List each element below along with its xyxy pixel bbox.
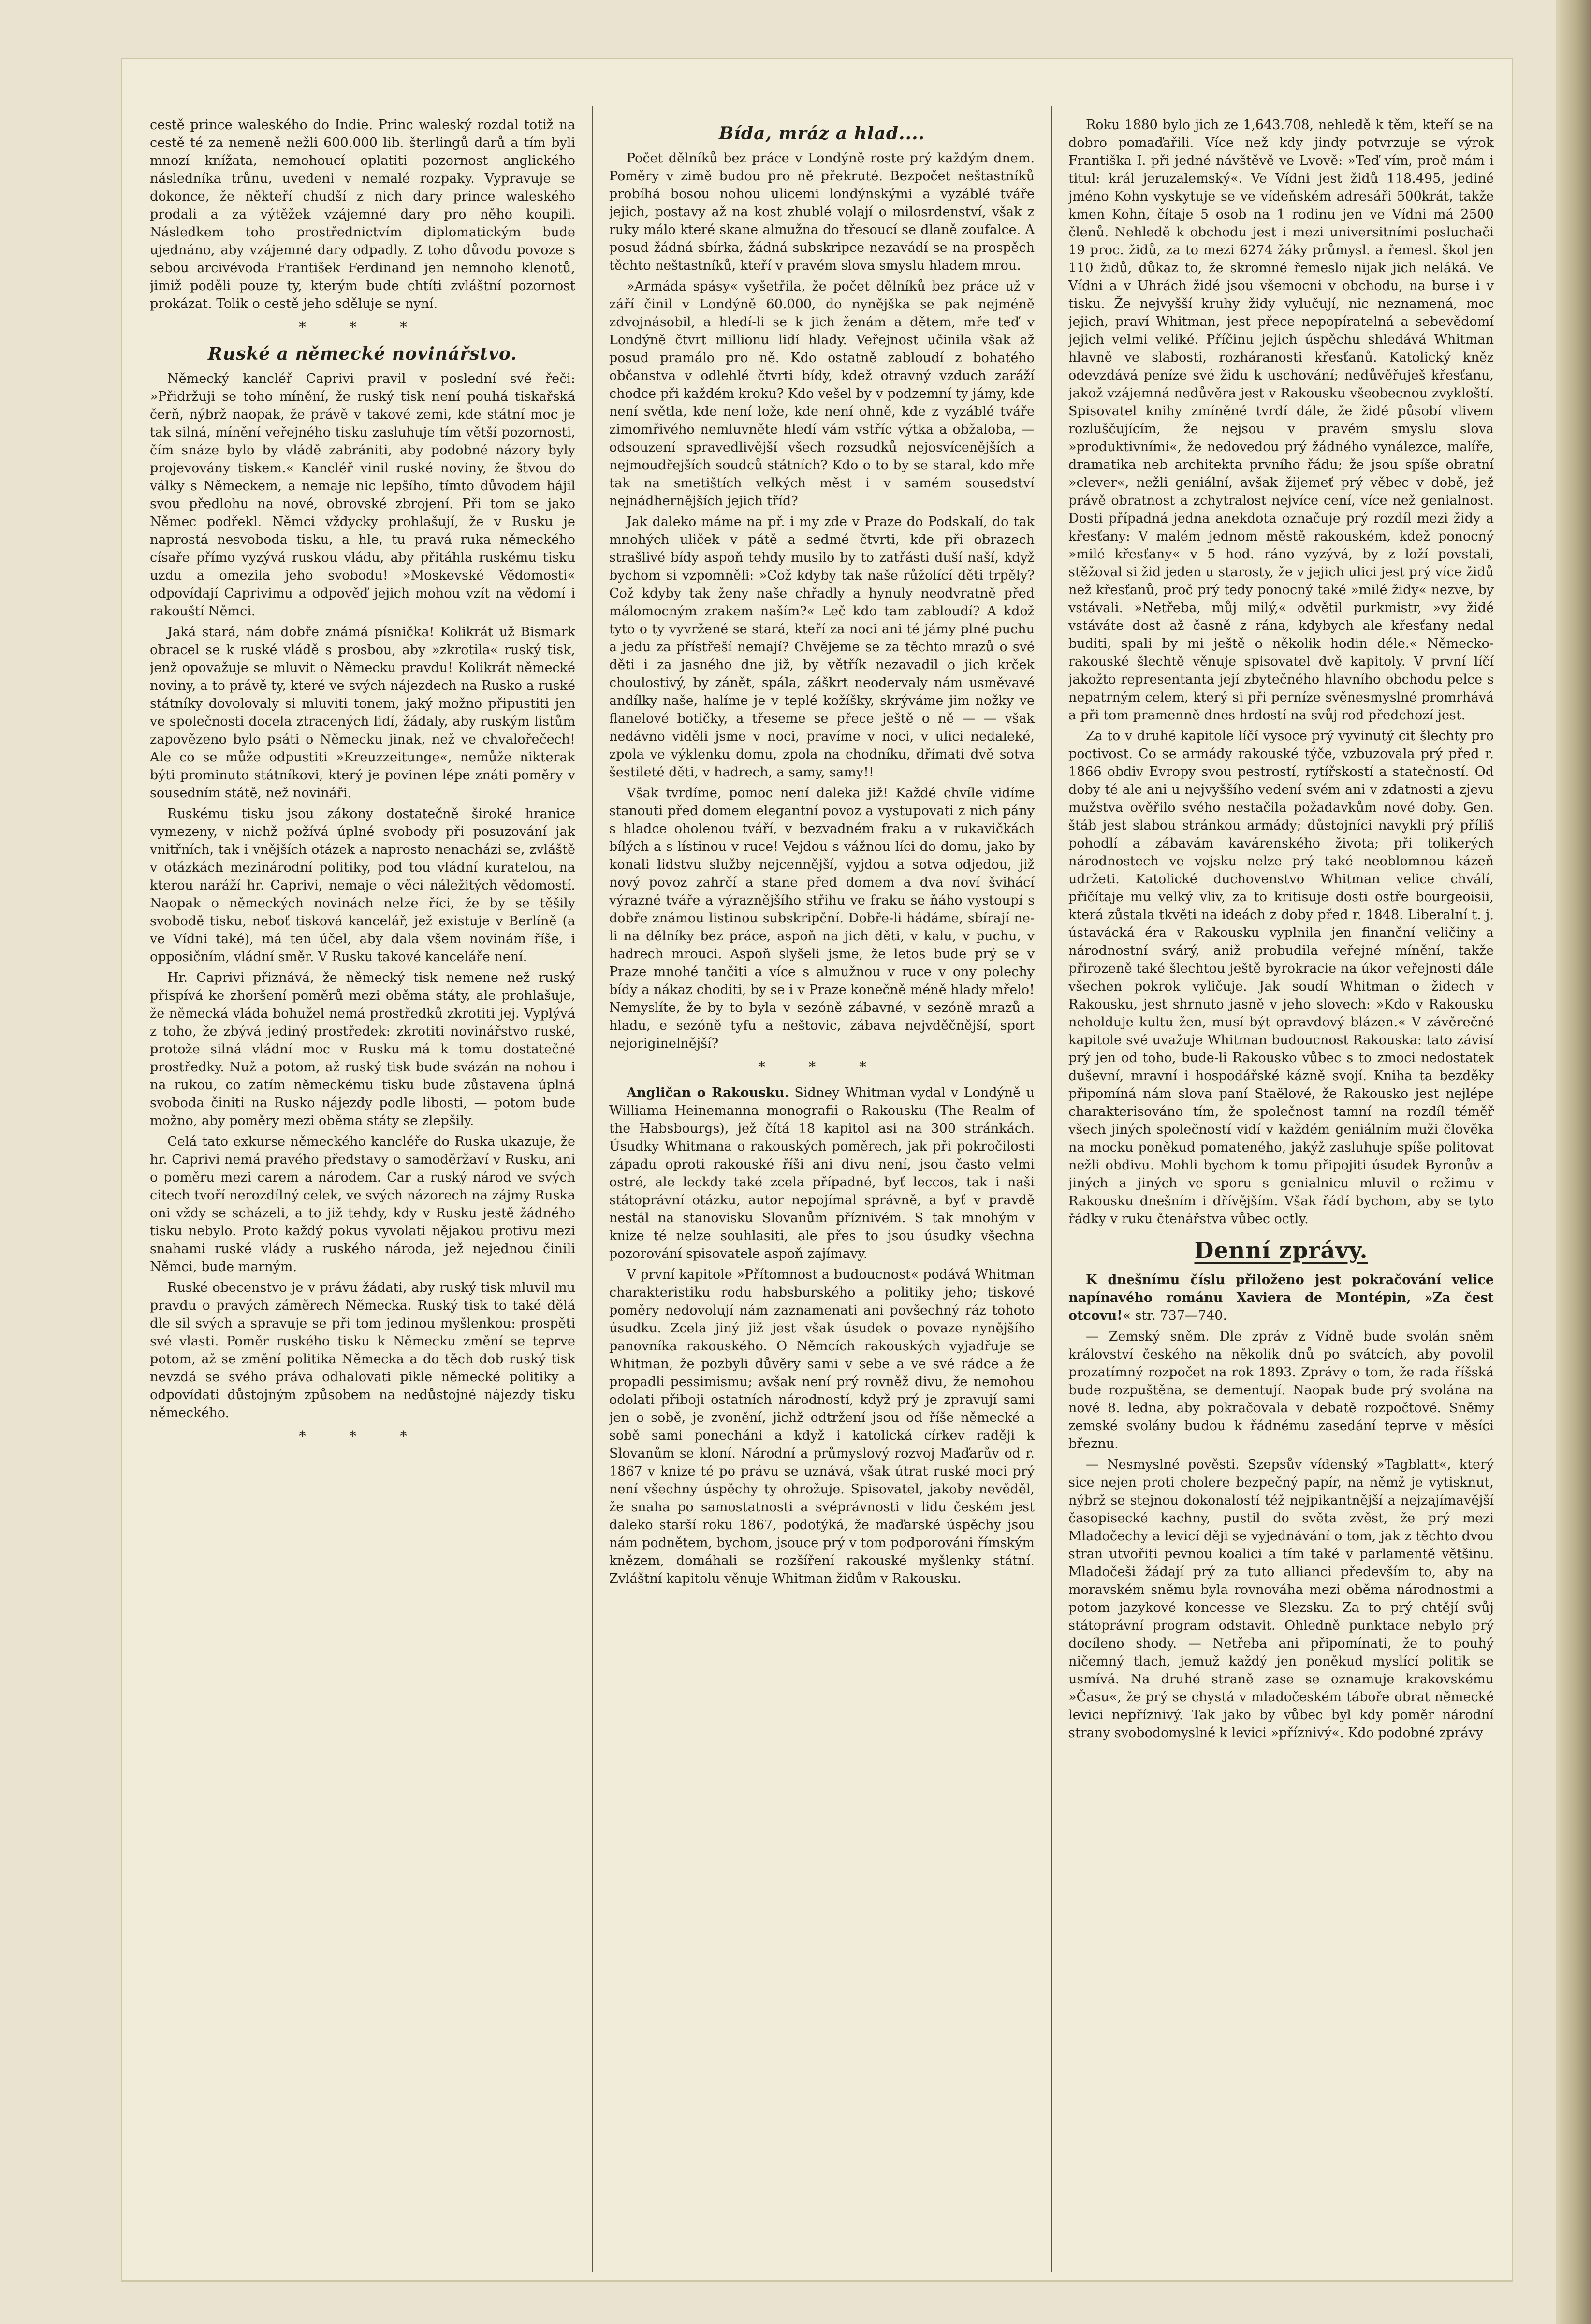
section-separator: * * *: [758, 1059, 886, 1076]
column-divider: [1051, 106, 1052, 2272]
notice-lead: K dnešnímu číslu přiloženo jest pokračování velice napínavého románu Xaviera de Montépin, »Za čest otcovu!«: [1068, 1272, 1494, 1323]
paragraph-text: Sidney Whitman vydal v Londýně u Williama Heinemanna monografii o Rakousku (The Realm of the Habsbourgs), jež čítá 18 kapitol asi na 300 stránkách. Úsudky Whitmana o rakouských poměrech, jak při pokročilosti západu oproti rakouské říši ani divu není, jsou často velmi ostré, ale leckdy také zcela případné, byť leccos, tak i naši státoprávní otázku, autor nepojímal správně, a byť v pravdě nestál na stanovisku Slovanům příznivém. S tak mnohým v knize té nelze souhlasiti, ale přes to jsou úsudky všechna pozorování spisovatele aspoň zajímavy.: [609, 1085, 1035, 1261]
section-separator: * * *: [298, 1428, 427, 1445]
paragraph: Hr. Caprivi přiznává, že německý tisk nemene než ruský přispívá ke zhoršení poměrů mezi oběma státy, ale prohlašuje, že německá vláda bohužel nemá prostředků zkrotiti jej. Vyplývá z toho, že zbývá jediný prostředek: zkrotiti novinářstvo ruské, protože silná vládní moc v Rusku má k tomu dostatečné prostředky. Nuž a potom, až ruský tisk bude svázán na nohou i na rukou, co zatím německému tisku bude zůstavena úplná svoboda činiti na Rusko nájezdy podle libosti, — potom bude možno, aby poměry mezi oběma státy se zlepšily.: [150, 970, 575, 1128]
paragraph: Jak daleko máme na př. i my zde v Praze do Podskalí, do tak mnohých uliček v pátě a sedmé čtvrti, kde při obrazech strašlivé bídy aspoň tehdy musilo by to zatřásti duší naší, když bychom si vzpomněli: »Což kdyby tak naše růžolící děti trpěly? Což kdyby tak ženy naše chřadly a hynuly neodvratně před málomocným zrakem naším?« Leč kdo tam zabloudí? A kdož tyto o ty vyvržené se stará, kteří za noci ani té jámy plné puchu a jedu za přístřeší nemají? Chvějeme se za těchto mrazů o své děti i za jasného dne již, by větřík nezavadil o jich krček choulostivý, by zánět, spála, záškrt neodervaly nám usměvavé andílky naše, halíme je v teplé kožíšky, skrýváme jim nožky ve flanelové botičky, a třeseme se přece ještě o ně — — však nedávno viděli jsme v noci, pravíme v noci, v ulici nedaleké, zpola ve výklenku domu, zpola na chodníku, dřímati dvě sotva šestileté děti, v hadrech, a samy, samy!!: [609, 514, 1035, 780]
paragraph: Počet dělníků bez práce v Londýně roste prý každým dnem. Poměry v zimě budou pro ně překruté. Bezpočet neštastníků probíhá bosou nohou ulicemi londýnskými a vyzáblé tváře jejich, postavy až na kost zhublé volají o milosrdenství, však z ruky málo které skane almužna do třesoucí se dlaně zoufalce. A posud žádná sbírka, žádná subskripce nezavádí se na prospěch těchto neštastníků, kteří v pravém slova smyslu hladem mrou.: [609, 151, 1035, 273]
notice-pages: str. 737—740.: [1135, 1308, 1227, 1323]
paragraph: Ruskému tisku jsou zákony dostatečně široké hranice vymezeny, v nichž požívá úplné svobody při posuzování jak vnitřních, tak i vnějších otázek a naprosto nenacházi se, zvláště v otázkách mezinárodní politiky, pod tou vládní kuratelou, na kterou naráží hr. Caprivi, nemaje o věci náležitých vědomostí. Naopak o německých novinách nelze říci, že by se těšily svobodě tisku, neboť tisková kancelář, jež existuje v Berlíně (a ve Vídni také), má ten účel, aby dala všem novinám říše, i opposičním, vládní směr. V Rusku takové kanceláře není.: [150, 806, 575, 965]
paragraph: Jaká stará, nám dobře známá písnička! Kolikrát už Bismark obracel se k ruské vládě s prosbou, aby »zkrotila« ruský tisk, jenž opovažuje se mluvit o Německu pravdu! Kolikrát německé noviny, a to právě ty, které ve svých nájezdech na Rusko a ruské státníky dovolovaly si mluviti tonem, jaký možno připustiti jen ve společnosti docela ztracených lidí, žádaly, aby ruským listům zapovězeno bylo psáti o Německu jinak, než ve chvalořečech! Ale co se může odpustiti »Kreuzzeitunge«, nemůže nikterak býti prominuto státníkovi, který je povinen lépe znáti poměry v sousedním státě, než novináři.: [150, 625, 575, 801]
paragraph: »Armáda spásy« vyšetřila, že počet dělníků bez práce už v září činil v Londýně 60.000, do nynějška se pak nejméně zdvojnásobil, a hledí-li se k jich ženám a dětem, mře teď v Londýně čtvrt millionu lidí hlady. Veřejnost učinila však až posud pramálo pro ně. Kdo ostatně zabloudí z bohatého občanstva v odlehlé čtvrti bídy, kdež otravný vzduch zaráží chodce při každém kroku? Kdo vešel by v podzemní ty jámy, kde není světla, kde není lože, kde není ohně, kde z vyzáblé tváře zimomřivého nemluvněte hledí vám vstříc výtka a obžaloba, — odsouzení spravedlivější všech rozsudků nejosvícenějších a nejmoudřejších soudců státních? Kdo o to by se staral, kdo mře tak na smetištích velkých měst i v samém sousedství nejnádhernějších jejich tříd?: [609, 279, 1035, 509]
paragraph: V první kapitole »Přítomnost a budoucnost« podává Whitman charakteristiku rodu habsburského a politiky jeho; tiskové poměry nedovolují nám zaznamenati ani povšechný ráz tohoto úsudku. Zcela jiný již jest však úsudek o povaze nynějšího panovníka rakouského. O Němcích rakouských vyjadřuje se Whitman, že pozbyli důvěry sami v sebe a ve své rádce a že propadli pessimismu; avšak není prý rovněž divu, že nemohou odolati přiboji ostatních národností, když prý je zpravují sami jen o sobě, je zvonění, jichž odtržení jsou od říše německé a sobě sami ponecháni a když i katolická církev raději k Slovanům se kloní. Národní a průmyslový rozvoj Maďarův od r. 1867 v knize té po právu se uznává, však útrat ruské moci prý není všechny úspěchy ty ohrožuje. Spisovatel, jakoby nevěděl, že snaha po samostatnosti a svéprávnosti v lidu českém jest daleko starší roku 1867, podotýká, že maďarské úspěchy jsou nám podnětem, bychom, jsouce prý v tom podporováni římským knězem, domáhali se rozšíření rakouské myšlenky státní. Zvláštní kapitolu věnuje Whitman židům v Rakousku.: [609, 1267, 1035, 1586]
column-3: [1068, 116, 1494, 2263]
column-divider: [592, 106, 593, 2272]
article-heading: Ruské a německé novinářstvo.: [208, 344, 517, 364]
page-edge: [1556, 0, 1591, 2324]
paragraph: — Nesmyslné pověsti. Szepsův vídenský »Tagblatt«, který sice nejen proti cholere bezpečný papír, na němž je vytisknut, nýbrž se stejnou dokonalostí též nejpikantnější a nejzajímavější časopisecké kachny, pustil do světa zvěst, že prý mezi Mladočechy a levicí ději se vyjednávání o tom, jak z těchto dvou stran utvořiti pevnou koalici a tím také v parlamentě většinu. Mladočeši žádají prý za tuto allianci především to, aby na moravském sněmu byla rovnováha mezi oběma národnostmi a potom jazykové koncesse ve Slezsku. Za to prý chtějí svůj státoprávní program odstavit. Ohledně punktace nebylo prý docíleno shody. — Netřeba ani připomínati, že to pouhý ničemný tlach, jemuž každý jen poněkud myslící politik se usmívá. Na druhé straně zase se oznamuje krakovskému »Času«, že prý se chystá v mladočeském táboře obrat německé levici nepříznivý. Tak jako by vůbec byl kdy poměr národní strany svobodomyslné k levici »příznivý«. Kdo podobné zprávy: [1068, 1457, 1494, 1740]
section-separator: * * *: [298, 319, 427, 336]
article-lead: Angličan o Rakousku.: [627, 1085, 789, 1100]
paragraph: cestě prince waleského do Indie. Princ waleský rozdal totiž na cestě té za nemeně nežli 600.000 lib. šterlingů darů a tím byli mnozí knížata, nemohoucí oplatiti pozornost anglického následníka trůnu, uvedeni v nemalé rozpaky. Vypravuje se dokonce, že někteří chudší z nich dary prince waleského prodali a za výtěžek vzájemné dary pro něho koupili. Následkem toho prostřednictvím diplomatickým bude ujednáno, aby vzájemné dary odpadly. Z toho důvodu povoze s sebou arcivévoda František Ferdinand jen nemnoho klenotů, jimiž poděli pouze ty, kterým bude chtíti zvláštní pozornost prokázat. Tolik o cestě jeho sděluje se nyní.: [150, 117, 575, 311]
paragraph: [609, 1084, 1035, 1263]
column-2: [609, 116, 1035, 2263]
section-heading: Denní zprávy.: [1194, 1237, 1368, 1263]
paragraph: Však tvrdíme, pomoc není daleka již! Každé chvíle vidíme stanouti před domem elegantní povoz a vystupovati z nich pány s hladce oholenou tváří, v bezvadném fraku a v rukavičkách bílých a s lístinou v ruce! Vejdou s vážnou líci do domu, jako by konali lidstvu služby nejcennější, vyjdou a sotva odjedou, již nový povoz zahrčí a stane před domem a dva noví švihácí výrazné tváře a výraznějšího střihu ve fraku se ňáho vystoupí s dobře známou listinou subskripční. Dobře-li hádáme, sbírají ne-li na dělníky bez práce, aspoň na jich děti, v kalu, v puchu, v hadrech mrouci. Aspoň slyšeli jsme, že letos bude prý se v Praze mnohé tančiti a více s almužnou v ruce v ony polechy bídy a nákaz choditi, by se i v Praze konečně méně hlady mřelo! Nemyslíte, že by to byla v sezóně zábavné, v sezóně mrazů a hladu, e sezóně tyfu a neštovic, zábava nejvděčnější, sport nejoriginelnější?: [609, 786, 1035, 1051]
article-heading: Bída, mráz a hlad....: [718, 123, 925, 144]
column-1: [150, 116, 575, 2263]
newspaper-page: [121, 58, 1513, 2282]
paragraph: Za to v druhé kapitole líčí vysoce prý vyvinutý cit šlechty pro poctivost. Co se armády rakouské týče, vzbuzovala prý před r. 1866 obdiv Evropy svou pestrostí, rytířskostí a statečností. Od doby té ale ani u nejvyššího vedení svém ani v zdatnosti a zjevu mužstva ověřilo svého nestačila požadavkům nové doby. Gen. štáb jest slabou stránkou armády; důstojníci navykli prý příliš pohodlí a zábavám kavárenského života; při tolikerých národnostech ve vojsku nelze prý také neoblomnou kázeň udržeti. Katolické duchovenstvo Whitman velice chválí, přičítaje mu velký vliv, za to kritisuje dosti ostře bourgeoisii, která zůstala tkvěti na ideách z doby před r. 1848. Liberalní t. j. ústavácká éra v Rakousku vyplnila jen finanční veličiny a národnostní svárý, aniž probudila veřejné mínění, takže přirozeně také šlechtou ještě byrokracie na úkor veřejnosti dále všechen pokrok vyličuje. Jak soudí Whitman o židech v Rakousku, jest shrnuto jasně v jeho slovech: »Kdo v Rakousku neholduje kultu žen, musí být opravdový blázen.« V závěrečné kapitole své uvažuje Whitman budoucnost Rakouska: tato závisí prý jen od toho, bude-li Rakousko vůbec s to zmoci nedostatek duševní, mravní i hospodářské kázně svojí. Kniha ta bezděky připomíná nám slova paní Staëlové, že Rakousko jest nejlépe charakterisováno tím, že společnost tamní na rozdíl téměř všech jiných společností vidí v každém geniálním muži člověka na mocku poněkud pomateného, jakýž zasluhuje spíše politovat nežli obdivu. Mohli bychom k tomu připojiti úsudek Byronův a jiných a jiných ve sporu s genialnicu mluvil o režimu v Rakousku dnešním i dřívějším. Však řádí bychom, aby se tyto řádky v ruku čtenářstva vůbec octly.: [1068, 729, 1494, 1227]
paragraph: Roku 1880 bylo jich ze 1,643.708, nehledě k těm, kteří se na dobro pomaďařili. Více než kdy jindy potvrzuje se výrok Františka I. při jedné návštěvě ve Lvově: »Teď vím, proč mám i titul: král jeruzalemský«. Ve Vídni jest židů 118.495, jediné jméno Kohn vyskytuje se ve vídeňském adresáři 500krát, takže kmen Kohn, čítaje 5 osob na 1 rodinu jen ve Vídni má 2500 členů. Nehledě k obchodu jest i mezi universitními posluchači 19 proc. židů, za to mezi 6274 žáky průmysl. a řemesl. škol jen 110 židů, důkaz to, že skromné řemeslo nijak jich neláká. Ve Vídni a v Uhrách židé jsou všemocni v obchodu, na burse i v tisku. Že nejvyšší kruhy židy vylučují, nic neznamená, moc jejich, praví Whitman, jest přece nepopíratelná a sebevědomí jejich velmi veliké. Příčinu jejich úspěchu shledává Whitman hlavně ve slabosti, rozháranosti křesťanů. Katolický kněz odevzdává peníze své židu k uschování; nedůvěřuješ křesťanu, jakož vzájemná nedůvěra jest v Rakousku všeobecnou zvykloští. Spisovatel knihy zmíněné tvrdí dále, že židé působí vlivem rozluščujícím, že nejsou v pravém smyslu slova »produktivními«, že nedovedou prý žádného vynálezce, malíře, dramatika neb architekta prvního řádu; že jsou spíše obratní »clever«, nežli geniální, avšak žijemeť prý věbec v době, jež právě obratnost a zchytralost nejvíce cení, více než genialnost. Dosti případná jedna anekdota označuje prý rozdíl mezi židy a křesťany: V malém jednom městě rakouském, kdež ponocný »milé křesťany« v 5 hod. ráno vyzývá, by z loží povstali, stěžoval si žid jeden u starosty, že v jejich ulici jest prý více židů než křesťanů, proč prý tedy ponocný také »milé židy« nezve, by vstávali. »Netřeba, můj milý,« odvětil purkmistr, »vy židé vstáváte dost až časně z rána, kdybych ale křesťany nedal buditi, spali by mi ještě o několik hodin déle.« Německo-rakouské šlechtě věnuje spisovatel dvě kapitoly. V první líčí jakožto representanta její zbytečného hlavního obchodu pelce s nepatrným celem, který si při perníze svěnesmyslné promrhává a při tom pramenně dnes hrdostí na svůj rod předchozí jest.: [1068, 117, 1494, 723]
paragraph: [1068, 1271, 1494, 1325]
paragraph: — Zemský sněm. Dle zpráv z Vídně bude svolán sněm království českého na několik dnů po svátcích, aby povolil prozatímný rozpočet na rok 1893. Zprávy o tom, že rada říšská bude rozpuštěna, se dementují. Naopak bude prý svolána na nové 8. ledna, aby pokračovala v debatě rozpočtové. Sněmy zemské svolány budou k řádnému zasedání teprve v měsíci březnu.: [1068, 1329, 1494, 1451]
paragraph: Celá tato exkurse německého kancléře do Ruska ukazuje, že hr. Caprivi nemá pravého představy o samoděržaví v Rusku, ani o poměru mezi carem a národem. Car a ruský národ ve svých citech tvoří nerozdílný celek, ve svých názorech na zájmy Ruska oni vždy se scházeli, a to již tehdy, kdy v Rusku jestě žádného tisku nebylo. Proto každý pokus vyvolati nějakou protivu mezi snahami ruské vlády a ruského národa, jež nejednou činili Němci, bude marným.: [150, 1134, 575, 1274]
paragraph: Německý kancléř Caprivi pravil v poslední své řeči: »Přidržuji se toho mínění, že ruský tisk není pouhá tiskařská čerň, nýbrž naopak, že právě v takové zemi, kde státní moc je tak silná, mínění veřejného tisku zasluhuje tím větší pozornosti, čím snáze bylo by vládě zabrániti, aby podobné názory byly projevovány tiskem.« Kancléř vinil ruské noviny, že štvou do války s Německem, a nemaje nic lepšího, tímto důvodem hájil svou předlohu na nové, obrovské zbrojení. Při tom se jako Němec podřekl. Němci vždycky prohlašují, že v Rusku je naprostá nesvoboda tisku, a hle, tu pravá ruka německého císaře přímo vyzývá ruskou vládu, aby přitáhla ruskému tisku uzdu a omezila jeho svobodu! »Moskevské Vědomosti« odpovídají Caprivimu a odpověď jejich mohou vzít na vědomí i rakouští Němci.: [150, 371, 575, 619]
paragraph: Ruské obecenstvo je v právu žádati, aby ruský tisk mluvil mu pravdu o pravých záměrech Německa. Ruský tisk to také dělá dle sil svých a spravuje se při tom jedinou myšlenkou: prospěti své vlasti. Poměr ruského tisku k Německu změní se teprve potom, až se změní politika Německa a do těch dob ruský tisk nevzdá se svého práva odhalovati pikle německé politiky a odpovídati důstojným způsobem na nedůstojné nájezdy tisku německého.: [150, 1280, 575, 1420]
